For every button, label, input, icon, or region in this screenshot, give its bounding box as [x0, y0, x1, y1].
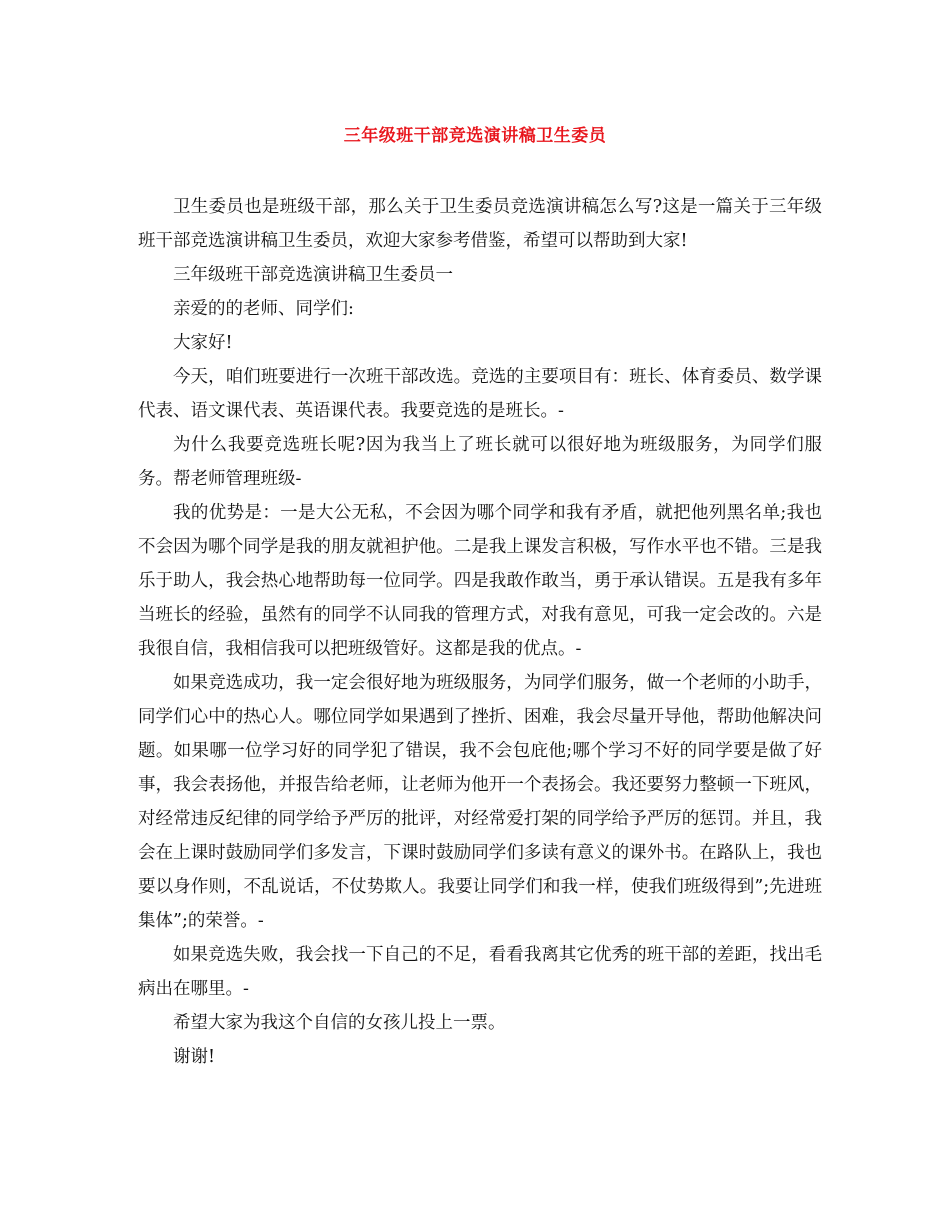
paragraph-if-fail: 如果竞选失败，我会找一下自己的不足，看看我离其它优秀的班干部的差距，找出毛病出在哪里。-	[138, 945, 822, 999]
paragraph-election-intro: 今天，咱们班要进行一次班干部改选。竞选的主要项目有：班长、体育委员、数学课代表、语文课代表、英语课代表。我要竞选的是班长。-	[138, 367, 822, 421]
paragraph-thanks: 谢谢!	[173, 1047, 216, 1067]
document-title: 三年级班干部竞选演讲稿卫生委员	[343, 126, 607, 146]
paragraph-if-success: 如果竞选成功，我一定会很好地为班级服务，为同学们服务，做一个老师的小助手，同学们心中的热心人。哪位同学如果遇到了挫折、困难，我会尽量开导他，帮助他解决问题。如果哪一位学习好的同学犯了错误，我不会包庇他;哪个学习不好的同学要是做了好事，我会表扬他，并报告给老师，让老师为他开一个表扬会。我还要努力整顿一下班风，对经常违反纪律的同学给予严厉的批评，对经常爱打架的同学给予严厉的惩罚。并且，我会在上课时鼓励同学们多发言，下课时鼓励同学们多读有意义的课外书。在路队上，我也要以身作则，不乱说话，不仗势欺人。我要让同学们和我一样，使我们班级得到”;先进班集体”;的荣誉。-	[138, 673, 822, 931]
paragraph-vote-request: 希望大家为我这个自信的女孩儿投上一票。	[173, 1013, 506, 1033]
paragraph-salutation: 亲爱的的老师、同学们:	[173, 299, 354, 319]
paragraph-greeting: 大家好!	[173, 333, 233, 353]
paragraph-why-monitor: 为什么我要竞选班长呢?因为我当上了班长就可以很好地为班级服务，为同学们服务。帮老师管理班级-	[138, 435, 822, 489]
paragraph-intro: 卫生委员也是班级干部，那么关于卫生委员竞选演讲稿怎么写?这是一篇关于三年级班干部竞选演讲稿卫生委员，欢迎大家参考借鉴，希望可以帮助到大家!	[138, 197, 822, 251]
paragraph-advantages: 我的优势是：一是大公无私，不会因为哪个同学和我有矛盾，就把他列黑名单;我也不会因为哪个同学是我的朋友就袒护他。二是我上课发言积极，写作水平也不错。三是我乐于助人，我会热心地帮助每一位同学。四是我敢作敢当，勇于承认错误。五是我有多年当班长的经验，虽然有的同学不认同我的管理方式，对我有意见，可我一定会改的。六是我很自信，我相信我可以把班级管好。这都是我的优点。-	[138, 503, 822, 659]
paragraph-subtitle: 三年级班干部竞选演讲稿卫生委员一	[173, 265, 453, 285]
document-body	[138, 190, 822, 1074]
